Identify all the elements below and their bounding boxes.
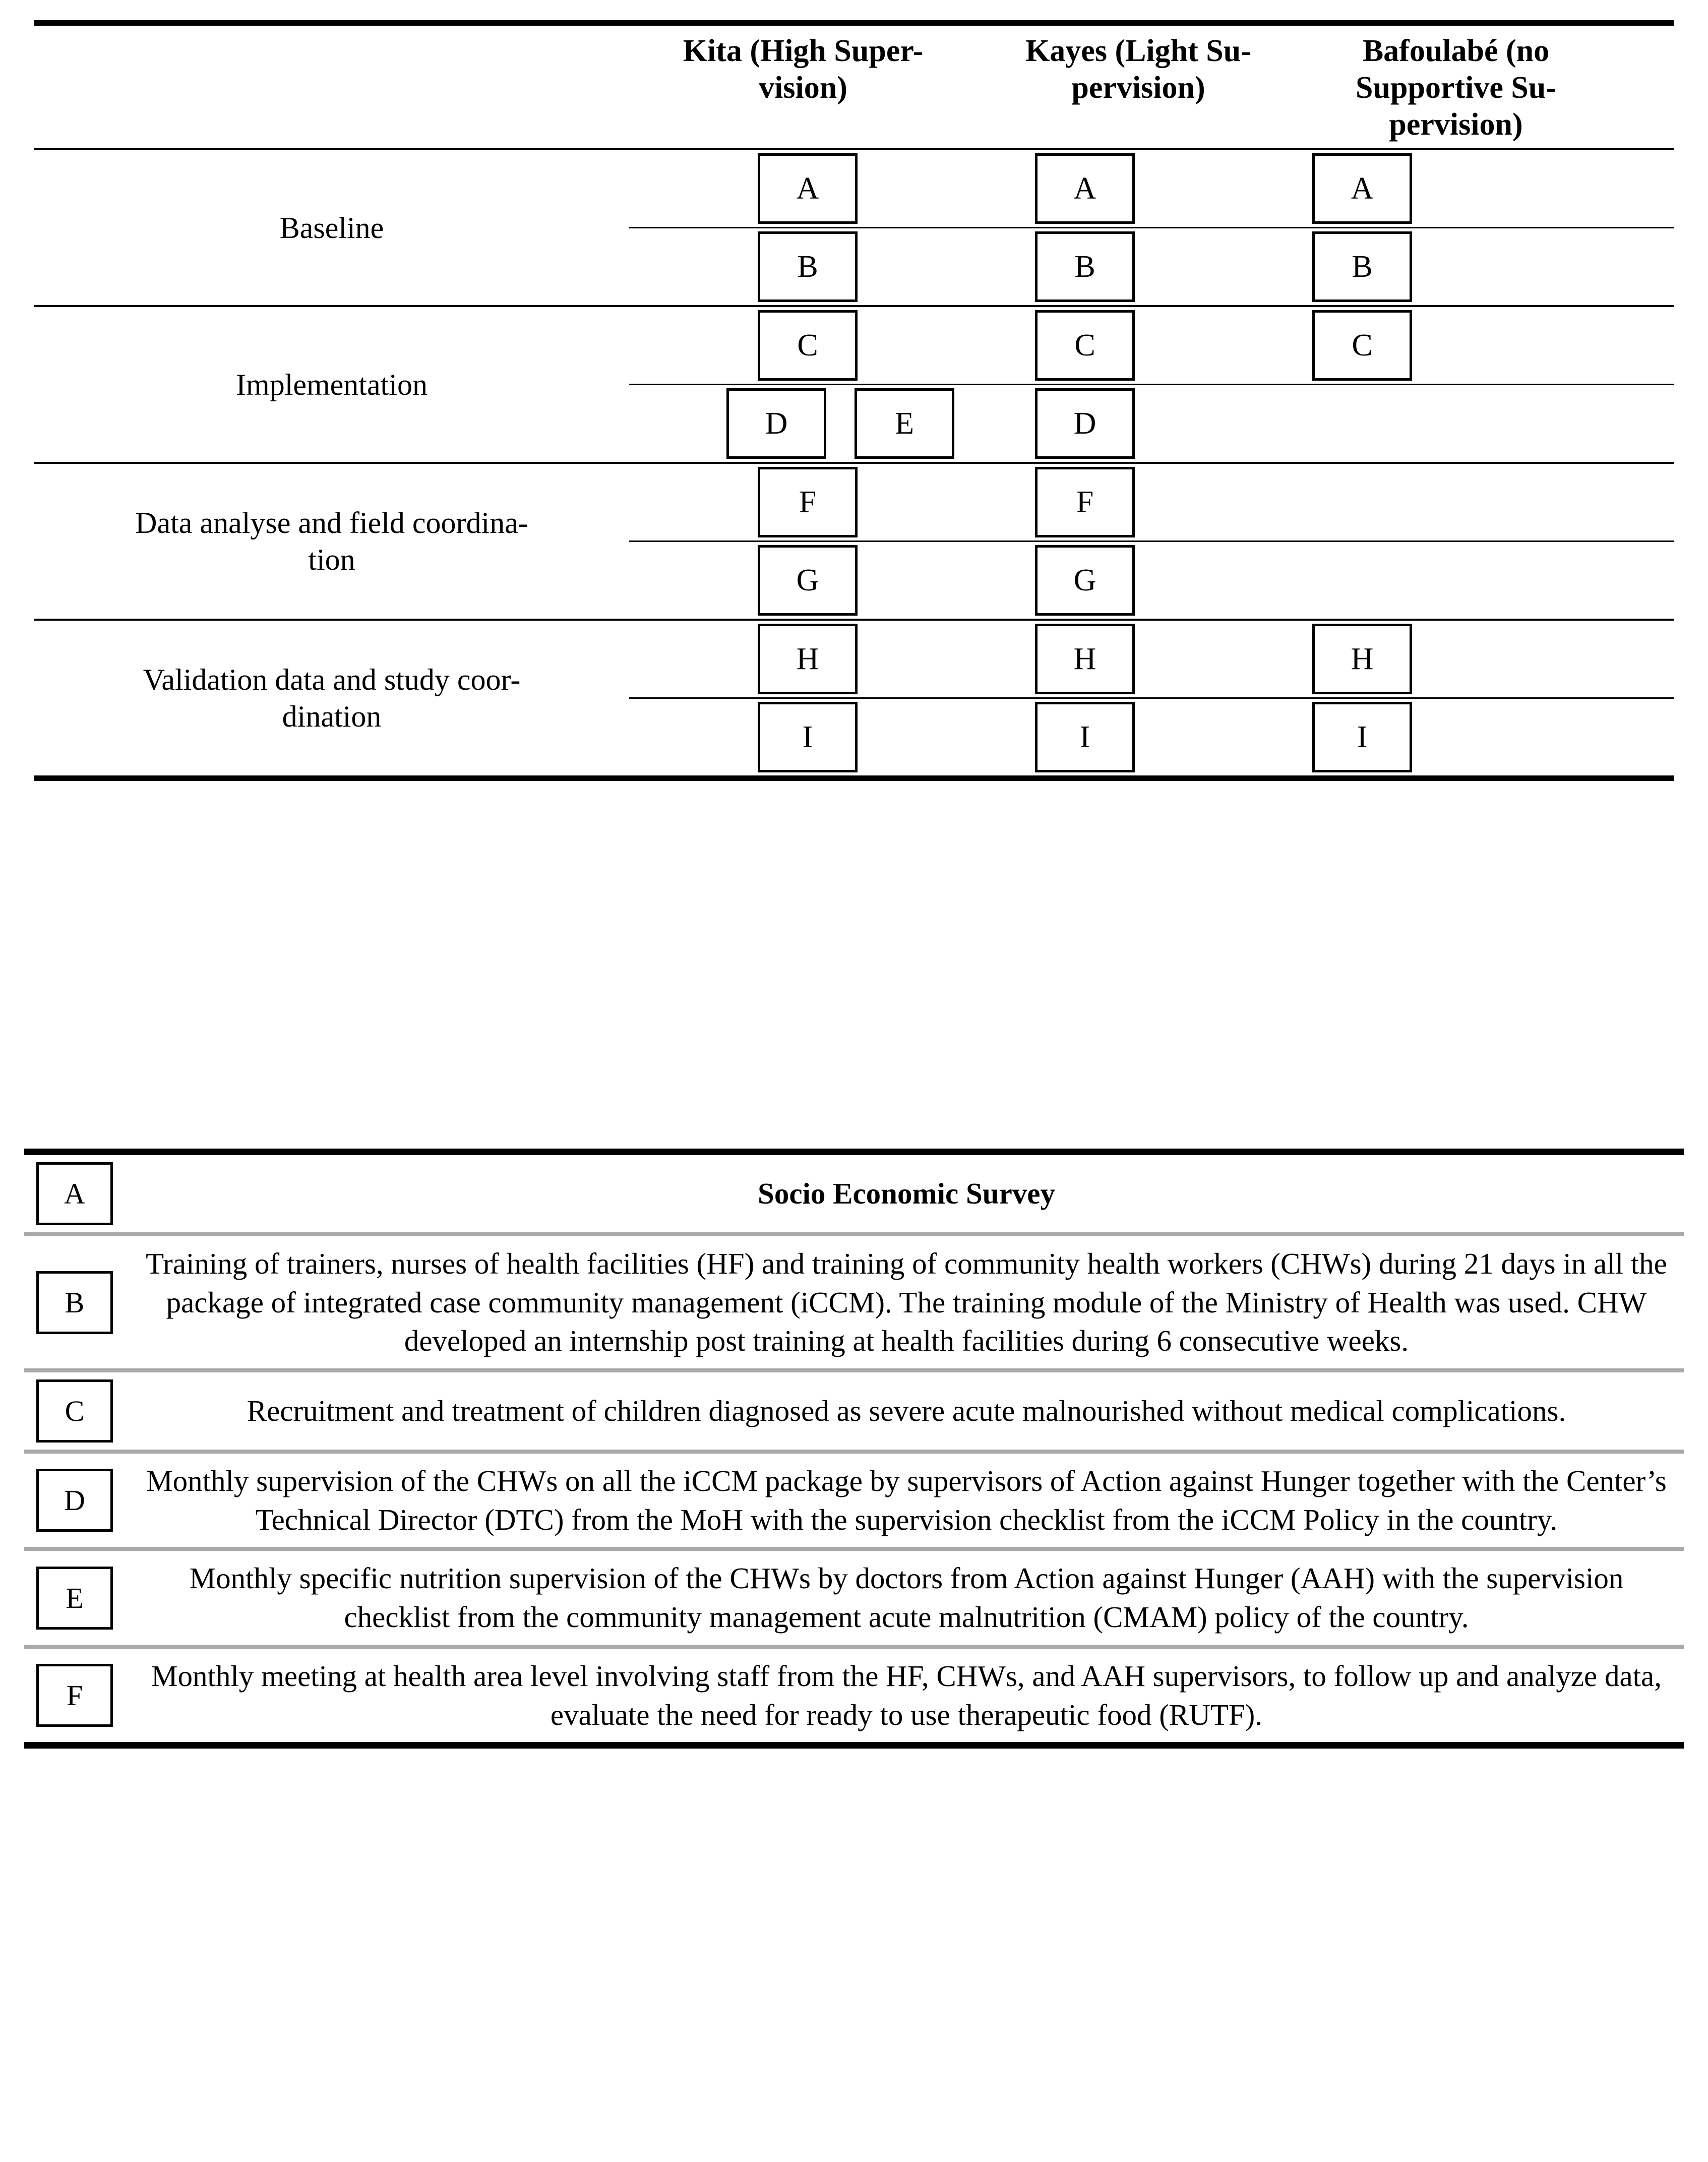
table-row	[629, 699, 1674, 775]
legend-row-d	[24, 1454, 1684, 1547]
phase-baseline-subrows	[629, 150, 1674, 305]
legend-description-e: Monthly specific nutrition supervision of the CHWs by doctors from Action against Hunger (AAH) with the supervision checklist from the community management acute malnutrition (CMAM) policy of the country.	[189, 1562, 1624, 1634]
column-header-kita-line2: vision)	[759, 71, 847, 105]
cell-baseline-bafoulabe-a: A	[1312, 153, 1412, 224]
legend-key-c: C	[36, 1379, 113, 1443]
legend-description-b: Training of trainers, nurses of health facilities (HF) and training of community health workers (CHWs) during 21 days in all the package of integrated case community management (iCCM). The training module of the Ministry of Health was used. CHW developed an internship post training at health facilities during 6 consecutive weeks.	[146, 1247, 1667, 1358]
phase-label-validation-line2: dination	[282, 699, 382, 733]
phase-row-implementation	[34, 307, 1674, 462]
column-header-bafoulabe-line1: Bafoulabé (no	[1362, 34, 1550, 68]
legend-separator	[24, 1450, 1684, 1454]
legend-table	[24, 1149, 1684, 1749]
column-header-kita	[629, 33, 977, 106]
cell-implementation-kita-e: E	[855, 388, 954, 459]
table-row	[629, 542, 1674, 619]
phase-implementation-subrows	[629, 307, 1674, 462]
table-header-row	[34, 26, 1674, 148]
legend-key-cell-a	[24, 1155, 125, 1232]
legend-top-rule	[24, 1149, 1684, 1155]
column-header-kayes	[977, 33, 1300, 106]
legend-row-b	[24, 1236, 1684, 1368]
column-header-bafoulabe-line3: pervision)	[1389, 107, 1523, 142]
legend-key-cell-e	[24, 1559, 125, 1637]
phase-label-baseline: Baseline	[279, 211, 384, 245]
column-header-kayes-line2: pervision)	[1071, 71, 1205, 105]
activity-timeline-table	[34, 20, 1674, 781]
table-row	[629, 228, 1674, 305]
cell-validation-kita-h: H	[758, 624, 858, 694]
phase-label-data-analyse-line2: tion	[308, 543, 355, 576]
cell-implementation-kayes-c: C	[1035, 310, 1135, 381]
cell-data-analyse-kayes-f: F	[1035, 467, 1135, 537]
cell-baseline-kayes-a: A	[1035, 153, 1135, 224]
legend-description-d: Monthly supervision of the CHWs on all the iCCM package by supervisors of Action against Hunger together with the Center’s Technical Director (DTC) from the MoH with the supervision checklist from the iCCM Policy in the country.	[146, 1464, 1667, 1536]
legend-description-c: Recruitment and treatment of children diagnosed as severe acute malnourished without medical complications.	[247, 1394, 1566, 1428]
legend-row-f	[24, 1649, 1684, 1742]
cell-validation-kayes-i: I	[1035, 702, 1135, 772]
phase-label-validation	[34, 621, 629, 775]
legend-key-cell-f	[24, 1657, 125, 1734]
cell-validation-kita-i: I	[758, 702, 858, 772]
cell-implementation-kita-c: C	[758, 310, 858, 381]
legend-key-d: D	[36, 1469, 113, 1532]
cell-baseline-kayes-b: B	[1035, 231, 1135, 302]
phase-validation-subrows	[629, 621, 1674, 775]
cell-validation-kayes-h: H	[1035, 624, 1135, 694]
cell-data-analyse-kita-f: F	[758, 467, 858, 537]
cell-data-analyse-kita-g: G	[758, 545, 858, 616]
cell-baseline-bafoulabe-b: B	[1312, 231, 1412, 302]
phase-label-data-analyse-line1: Data analyse and field coordina-	[135, 506, 528, 539]
table-row	[629, 307, 1674, 384]
legend-separator	[24, 1232, 1684, 1236]
legend-key-b: B	[36, 1271, 113, 1334]
cell-implementation-kita-d: D	[726, 388, 826, 459]
table-row	[629, 150, 1674, 227]
legend-key-f: F	[36, 1664, 113, 1727]
cell-baseline-kita-b: B	[758, 231, 858, 302]
legend-separator	[24, 1645, 1684, 1649]
column-header-kayes-line1: Kayes (Light Su-	[1025, 34, 1251, 68]
legend-description-f: Monthly meeting at health area level involving staff from the HF, CHWs, and AAH supervisors, to follow up and analyze data, evaluate the need for ready to use therapeutic food (RUTF).	[151, 1659, 1662, 1731]
cell-baseline-kita-a: A	[758, 153, 858, 224]
table-top-rule	[34, 20, 1674, 26]
cell-validation-bafoulabe-h: H	[1312, 624, 1412, 694]
cell-implementation-kayes-d: D	[1035, 388, 1135, 459]
phase-row-validation	[34, 621, 1674, 775]
table-row	[629, 385, 1674, 462]
legend-row-c	[24, 1372, 1684, 1450]
table-row	[629, 621, 1674, 697]
cell-implementation-bafoulabe-c: C	[1312, 310, 1412, 381]
phase-data-analyse-subrows	[629, 464, 1674, 619]
table-row	[629, 464, 1674, 540]
legend-key-e: E	[36, 1567, 113, 1630]
column-header-bafoulabe-line2: Supportive Su-	[1356, 71, 1556, 105]
legend-separator	[24, 1547, 1684, 1551]
legend-key-a: A	[36, 1162, 113, 1225]
phase-row-baseline	[34, 150, 1674, 305]
legend-bottom-rule	[24, 1742, 1684, 1749]
cell-data-analyse-kayes-g: G	[1035, 545, 1135, 616]
phase-label-data-analyse	[34, 464, 629, 619]
phase-label-implementation: Implementation	[236, 368, 428, 401]
table-bottom-rule	[34, 775, 1674, 781]
column-header-bafoulabe	[1300, 33, 1612, 143]
legend-row-e	[24, 1551, 1684, 1644]
legend-description-a: Socio Economic Survey	[758, 1177, 1055, 1211]
phase-row-data-analyse	[34, 464, 1674, 619]
cell-validation-bafoulabe-i: I	[1312, 702, 1412, 772]
legend-row-a	[24, 1155, 1684, 1232]
phase-label-validation-line1: Validation data and study coor-	[143, 663, 521, 696]
legend-separator	[24, 1368, 1684, 1372]
legend-key-cell-c	[24, 1372, 125, 1450]
column-header-kita-line1: Kita (High Super-	[683, 34, 924, 68]
legend-key-cell-d	[24, 1462, 125, 1539]
legend-key-cell-b	[24, 1264, 125, 1341]
